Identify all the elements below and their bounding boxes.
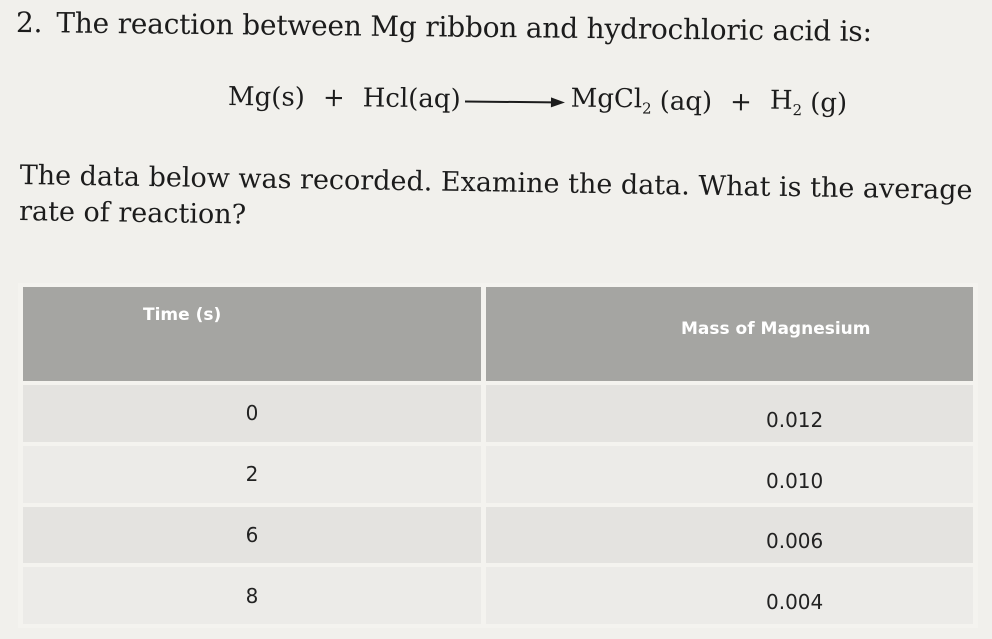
column-header-mass: Mass of Magnesium xyxy=(486,287,973,381)
plus-sign: + xyxy=(322,82,345,113)
time-cell: 2 xyxy=(23,446,481,503)
plus-sign: + xyxy=(729,86,753,118)
time-cell: 8 xyxy=(23,567,481,624)
table-header-row xyxy=(23,287,973,381)
reaction-arrow-icon xyxy=(465,94,565,109)
product-mgcl2-state: (aq) xyxy=(659,86,713,117)
mass-cell: 0.006 xyxy=(486,507,973,564)
table-row xyxy=(23,507,973,564)
product-h2: $H_2$ xyxy=(769,85,803,120)
table-row xyxy=(23,567,973,624)
table-row xyxy=(23,446,973,503)
mass-cell: 0.004 xyxy=(486,567,973,624)
table-row xyxy=(23,385,973,442)
product-mgcl2: MgCl$_2$ xyxy=(570,83,652,118)
question-text: The reaction between Mg ribbon and hydrochloric acid is: xyxy=(56,6,872,48)
question-number: 2. xyxy=(15,6,43,40)
data-table xyxy=(18,283,978,628)
mass-cell: 0.010 xyxy=(486,446,973,503)
mass-cell: 0.012 xyxy=(486,385,973,442)
reactant-mg: Mg(s) xyxy=(227,81,306,113)
question-heading xyxy=(16,6,872,48)
time-cell: 0 xyxy=(23,385,481,442)
chemical-equation xyxy=(228,80,847,120)
column-header-time: Time (s) xyxy=(23,287,481,381)
reactant-hcl: Hcl(aq) xyxy=(362,83,461,115)
question-prompt: The data below was recorded. Examine the data. What is the average rate of reaction? xyxy=(18,159,973,231)
time-cell: 6 xyxy=(23,507,481,564)
product-h2-state: (g) xyxy=(809,87,848,119)
